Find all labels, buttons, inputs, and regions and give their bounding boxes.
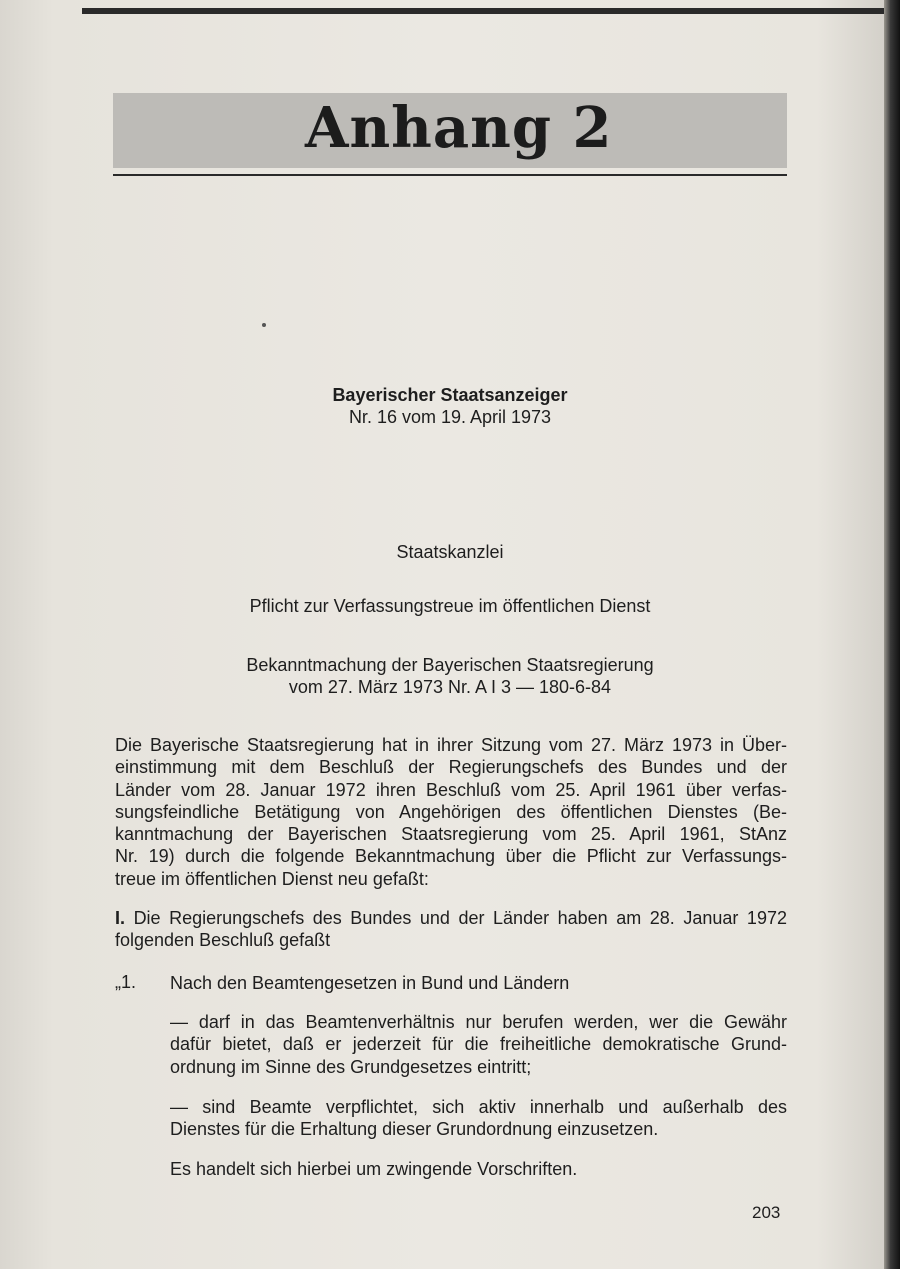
- heading-rule: [113, 174, 787, 176]
- text-line: — darf in das Beamtenverhältnis nur berufen werden, wer die Gewähr: [170, 1012, 787, 1032]
- text-line-content: Die Regierungschefs des Bundes und der Länder haben am 28. Januar 1972: [133, 908, 787, 928]
- text-line: dafür bietet, daß er jederzeit für die freiheitliche demokratische Grund-: [170, 1034, 787, 1055]
- text-line: Die Bayerische Staatsregierung hat in ihrer Sitzung vom 27. März 1973 in Über-: [115, 735, 787, 755]
- item-lead: Nach den Beamtengesetzen in Bund und Ländern: [170, 973, 570, 993]
- authority: Staatskanzlei: [396, 542, 504, 562]
- dash-item-two: [170, 1096, 787, 1141]
- text-line: kanntmachung der Bayerischen Staatsregierung vom 25. April 1961, StAnz: [115, 824, 787, 845]
- text-line: [115, 907, 787, 929]
- publication-issue: Nr. 16 vom 19. April 1973: [348, 407, 552, 427]
- text-line: einstimmung mit dem Beschluß der Regierungschefs des Bundes und der: [115, 757, 787, 778]
- text-line: Länder vom 28. Januar 1972 ihren Beschluß vom 25. April 1961 über verfas-: [115, 779, 787, 800]
- publication-block: [180, 384, 720, 428]
- text-line: — sind Beamte verpflichtet, sich aktiv innerhalb und außerhalb des: [170, 1097, 787, 1117]
- text-line: Dienstes für die Erhaltung dieser Grundordnung einzusetzen.: [170, 1119, 659, 1140]
- top-rule: [82, 8, 888, 14]
- announcement-reference: vom 27. März 1973 Nr. A I 3 — 180-6-84: [288, 677, 612, 697]
- closing-sentence: Es handelt sich hierbei um zwingende Vorschriften.: [170, 1159, 578, 1179]
- book-spine-edge: [884, 0, 900, 1269]
- text-line: folgenden Beschluß gefaßt: [115, 930, 331, 951]
- publication-name: Bayerischer Staatsanzeiger: [332, 385, 568, 405]
- chapter-heading: Anhang 2: [305, 95, 613, 161]
- print-speck: [262, 323, 266, 327]
- subject-title: Pflicht zur Verfassungstreue im öffentlichen Dienst: [249, 596, 651, 616]
- item-number: „1.: [115, 972, 137, 992]
- page-number: 203: [752, 1203, 781, 1222]
- dash-item-one: [170, 1011, 787, 1078]
- announcement-block: [180, 654, 720, 698]
- section-label: I.: [115, 908, 126, 928]
- text-line: treue im öffentlichen Dienst neu gefaßt:: [115, 868, 429, 889]
- intro-paragraph: [115, 734, 787, 890]
- text-line: sungsfeindliche Betätigung von Angehörigen des öffentlichen Dienstes (Be-: [115, 801, 787, 822]
- announcement-line: Bekanntmachung der Bayerischen Staatsregierung: [246, 655, 654, 675]
- text-line: Nr. 19) durch die folgende Bekanntmachung über die Pflicht zur Verfassungs-: [115, 846, 787, 867]
- text-line: ordnung im Sinne des Grundgesetzes eintritt;: [170, 1056, 532, 1077]
- section-one-paragraph: [115, 907, 787, 952]
